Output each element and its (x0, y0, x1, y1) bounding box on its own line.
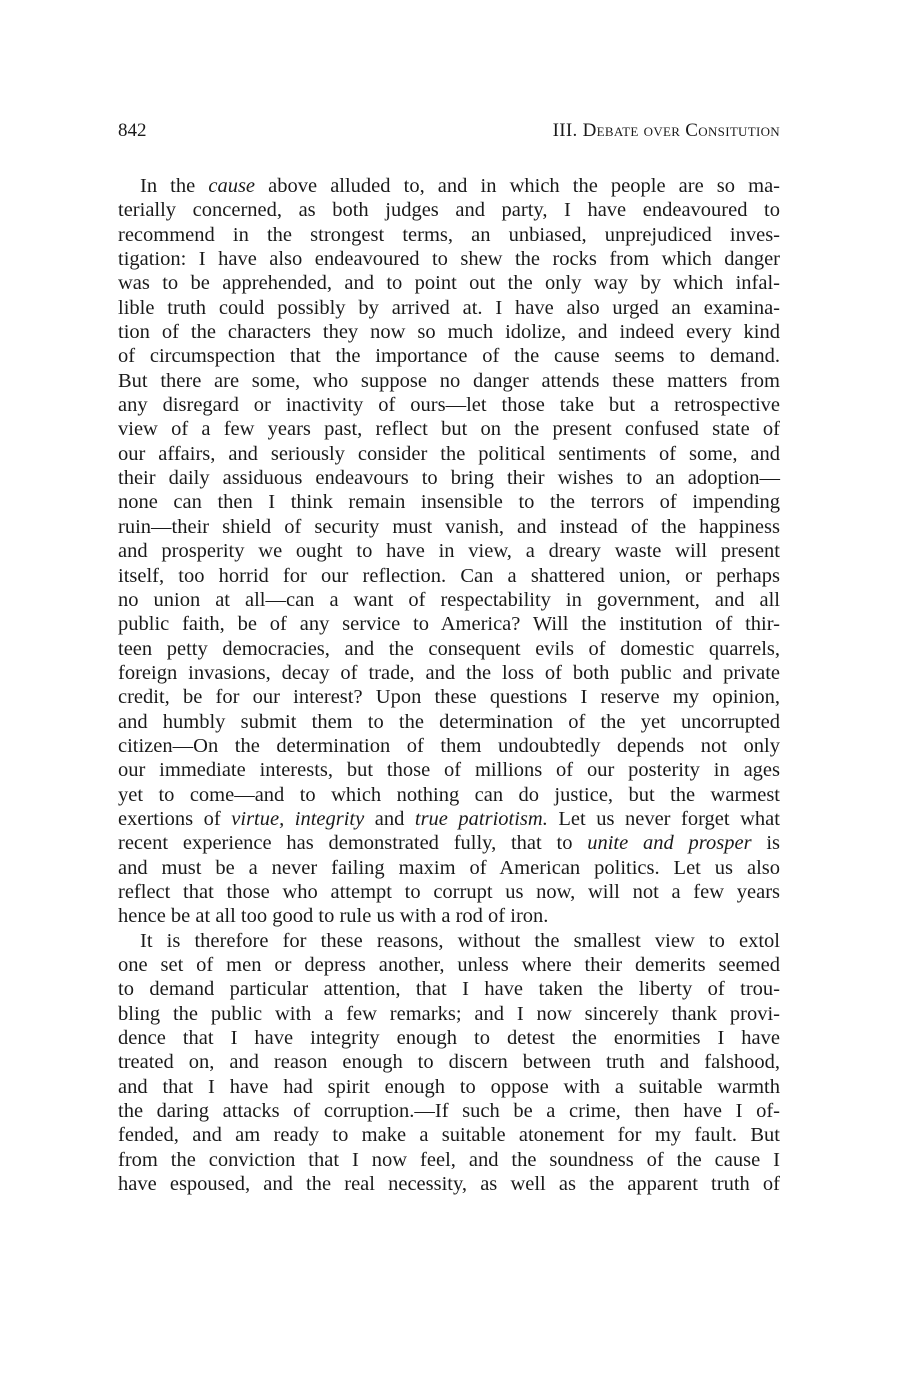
text-run: and humbly submit them to the determination of the yet uncorrupted (118, 710, 780, 733)
text-line (118, 369, 780, 393)
text-run: treated on, and reason enough to discern between truth and falshood, (118, 1051, 780, 1074)
text-run: citizen—On the determination of them undoubtedly depends not only (118, 734, 780, 757)
running-title-smallcaps-1: ebate over (596, 120, 681, 141)
text-line (118, 831, 780, 855)
text-line (118, 588, 780, 612)
text-run: In the (140, 175, 209, 197)
text-run: foreign invasions, decay of trade, and the loss of both public and private (118, 661, 780, 684)
text-run: hence be at all too good to rule us with a rod of iron. (118, 905, 549, 928)
text-line (118, 758, 780, 782)
text-line (118, 1075, 780, 1099)
text-run: But there are some, who suppose no danger attends these matters from (118, 369, 780, 392)
text-line (118, 807, 780, 831)
text-run: public faith, be of any service to America? Will the institution of thir- (118, 613, 780, 636)
text-line (118, 564, 780, 588)
italic-text: virtue, integrity (231, 807, 365, 830)
text-run: any disregard or inactivity of ours—let those take but a retrospective (118, 394, 780, 417)
text-run: yet to come—and to which nothing can do justice, but the warmest (118, 783, 780, 806)
text-run: the daring attacks of corruption.—If such be a crime, then have I of- (118, 1100, 780, 1123)
text-run: exertions of (118, 807, 232, 830)
text-run: was to be apprehended, and to point out the only way by which infal- (118, 272, 780, 295)
text-line (118, 515, 780, 539)
text-run: our affairs, and seriously consider the political sentiments of some, and (118, 442, 780, 465)
text-line (118, 856, 780, 880)
running-title-prefix: III. D (552, 120, 597, 141)
text-run: and that I have had spirit enough to oppose with a suitable warmth (118, 1075, 780, 1098)
text-line (118, 344, 780, 368)
text-run: and must be a never failing maxim of American politics. Let us also (118, 856, 780, 879)
text-line (118, 417, 780, 441)
text-line (118, 637, 780, 661)
text-run: recommend in the strongest terms, an unbiased, unprejudiced inves- (118, 223, 780, 246)
text-line (118, 710, 780, 734)
text-run: recent experience has demonstrated fully, that to (118, 832, 588, 855)
running-head (118, 120, 780, 152)
text-run: tion of the characters they now so much idolize, and indeed every kind (118, 321, 780, 344)
running-title-c: C (680, 120, 699, 141)
text-run: our immediate interests, but those of millions of our posterity in ages (118, 759, 780, 782)
text-run: dence that I have integrity enough to detest the enormities I have (118, 1027, 780, 1050)
text-line (118, 1148, 780, 1172)
text-run: view of a few years past, reflect but on the present confused state of (118, 418, 780, 441)
text-line (118, 174, 780, 198)
text-run: to demand particular attention, that I have taken the liberty of trou- (118, 978, 780, 1001)
italic-text: cause (208, 175, 256, 197)
text-line (118, 783, 780, 807)
text-run: reflect that those who attempt to corrupt us now, will not a few years (118, 880, 780, 903)
text-run: is (751, 832, 780, 855)
text-line (118, 490, 780, 514)
book-page (118, 120, 780, 1196)
text-run: from the conviction that I now feel, and the soundness of the cause I (118, 1148, 780, 1171)
running-title (553, 120, 780, 142)
text-line (118, 1123, 780, 1147)
text-line (118, 442, 780, 466)
text-run: have espoused, and the real necessity, as well as the apparent truth of (118, 1173, 780, 1196)
text-line (118, 1026, 780, 1050)
text-run: fended, and am ready to make a suitable atonement for my fault. But (118, 1124, 780, 1147)
text-run: tigation: I have also endeavoured to shew the rocks from which danger (118, 248, 780, 271)
text-run: one set of men or depress another, unless where their demerits seemed (118, 954, 780, 976)
text-line (118, 685, 780, 709)
text-line (118, 320, 780, 344)
text-line (118, 977, 780, 1001)
text-line (118, 271, 780, 295)
body-text (118, 174, 780, 1196)
text-run: lible truth could possibly by arrived at. I have also urged an examina- (118, 296, 780, 319)
text-line (118, 929, 780, 953)
text-run: credit, be for our interest? Upon these questions I reserve my opinion, (118, 686, 780, 709)
text-line (118, 198, 780, 222)
text-run: of circumspection that the importance of the cause seems to demand. (118, 345, 780, 368)
text-line (118, 1099, 780, 1123)
text-line (118, 880, 780, 904)
text-line (118, 393, 780, 417)
italic-text: unite and prosper (587, 832, 752, 855)
text-line (118, 1050, 780, 1074)
text-run: above alluded to, and in which the people are so ma- (255, 175, 781, 197)
text-line (118, 247, 780, 271)
text-line (118, 296, 780, 320)
text-run: their daily assiduous endeavours to bring their wishes to an adoption— (118, 467, 780, 490)
italic-text: true patriotism. (414, 807, 548, 830)
text-line (118, 734, 780, 758)
paragraph (118, 929, 780, 1197)
text-line (118, 223, 780, 247)
text-run: and prosperity we ought to have in view, a dreary waste will present (118, 540, 780, 563)
text-run: Let us never forget what (547, 807, 780, 830)
text-line (118, 612, 780, 636)
text-run: It is therefore for these reasons, without the smallest view to extol (140, 929, 780, 952)
text-run: none can then I think remain insensible to the terrors of impending (118, 491, 780, 514)
text-run: no union at all—can a want of respectability in government, and all (118, 588, 780, 611)
paragraph (118, 174, 780, 929)
text-run: and (364, 807, 415, 830)
text-run: ruin—their shield of security must vanish, and instead of the happiness (118, 515, 780, 538)
text-line (118, 466, 780, 490)
text-line (118, 1172, 780, 1196)
page-number: 842 (118, 120, 147, 141)
text-line (118, 904, 780, 928)
text-run: itself, too horrid for our reflection. Can a shattered union, or perhaps (118, 564, 780, 587)
text-run: terially concerned, as both judges and party, I have endeavoured to (118, 199, 780, 222)
text-run: teen petty democracies, and the consequent evils of domestic quarrels, (118, 637, 780, 660)
running-title-smallcaps-2: onsitution (698, 120, 780, 141)
text-line (118, 1002, 780, 1026)
text-line (118, 661, 780, 685)
text-line (118, 953, 780, 977)
text-run: bling the public with a few remarks; and I now sincerely thank provi- (118, 1002, 780, 1025)
text-line (118, 539, 780, 563)
